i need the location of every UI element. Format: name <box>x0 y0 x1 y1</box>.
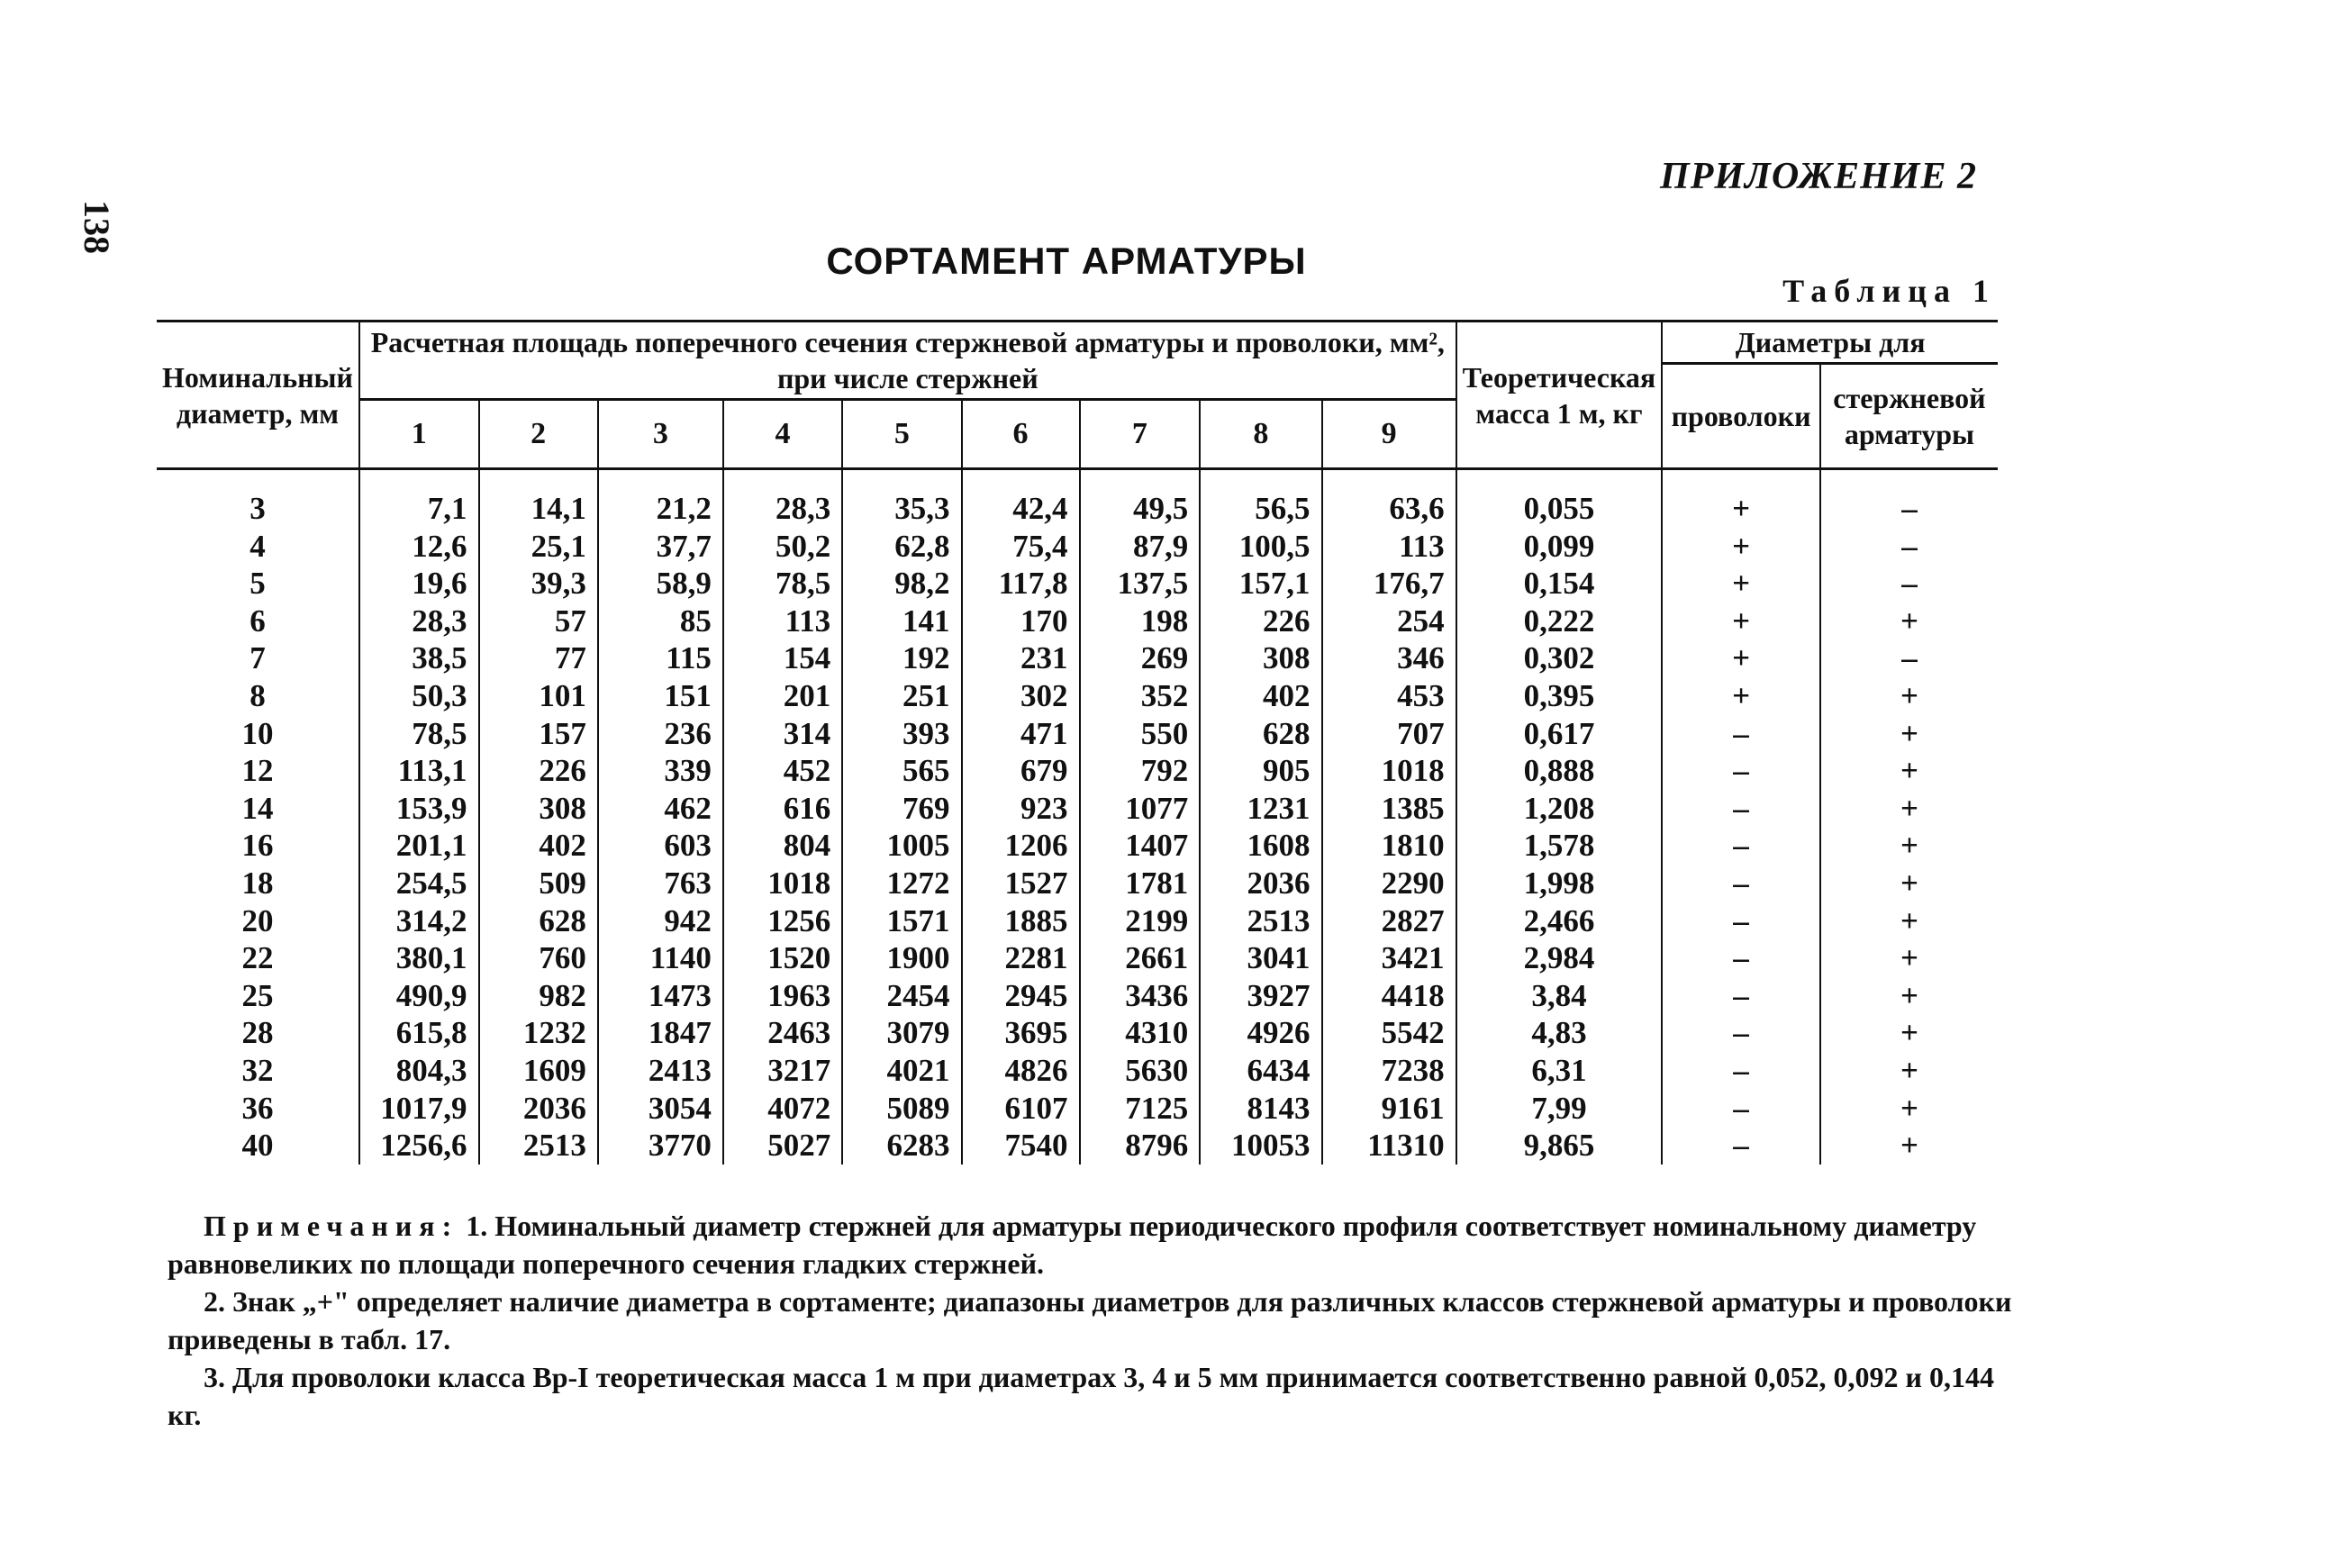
area-cell: 85 <box>598 603 723 640</box>
area-cell: 8796 <box>1080 1127 1201 1165</box>
area-cell: 3079 <box>842 1014 961 1052</box>
area-cell: 6434 <box>1200 1052 1321 1090</box>
area-cell: 35,3 <box>842 490 961 528</box>
area-cell: 198 <box>1080 603 1201 640</box>
area-cell: 2513 <box>1200 902 1321 940</box>
area-cell: 923 <box>962 790 1080 828</box>
wire-availability-cell: – <box>1662 715 1820 753</box>
wire-availability-cell: – <box>1662 827 1820 865</box>
area-cell: 39,3 <box>479 565 598 603</box>
bar-availability-cell: + <box>1820 1014 1998 1052</box>
diameter-cell: 3 <box>249 491 266 526</box>
area-cell: 113 <box>723 603 842 640</box>
area-cell: 308 <box>479 790 598 828</box>
area-cell: 3927 <box>1200 977 1321 1015</box>
area-cell: 78,5 <box>723 565 842 603</box>
diameter-cell: 16 <box>241 828 274 864</box>
area-cell: 56,5 <box>1200 490 1321 528</box>
wire-availability-cell: – <box>1662 790 1820 828</box>
area-cell: 4926 <box>1200 1014 1321 1052</box>
bar-availability-cell: + <box>1820 902 1998 940</box>
area-cell: 1140 <box>598 939 723 977</box>
diameter-cell: 40 <box>241 1128 274 1164</box>
header-count-3: 3 <box>598 400 723 469</box>
header-count-2: 2 <box>479 400 598 469</box>
header-count-4: 4 <box>723 400 842 469</box>
area-cell: 2290 <box>1322 865 1456 902</box>
area-cell: 1527 <box>962 865 1080 902</box>
mass-cell: 2,984 <box>1456 939 1663 977</box>
area-cell: 3421 <box>1322 939 1456 977</box>
area-cell: 615,8 <box>359 1014 479 1052</box>
area-cell: 14,1 <box>479 490 598 528</box>
area-cell: 2413 <box>598 1052 723 1090</box>
area-cell: 8143 <box>1200 1090 1321 1128</box>
area-cell: 1885 <box>962 902 1080 940</box>
area-cell: 254,5 <box>359 865 479 902</box>
mass-cell: 3,84 <box>1456 977 1663 1015</box>
area-cell: 2199 <box>1080 902 1201 940</box>
wire-availability-cell: + <box>1662 528 1820 566</box>
area-cell: 616 <box>723 790 842 828</box>
bar-availability-cell: – <box>1820 565 1998 603</box>
area-cell: 1385 <box>1322 790 1456 828</box>
bar-availability-cell: + <box>1820 1090 1998 1128</box>
area-cell: 7,1 <box>359 490 479 528</box>
area-cell: 6107 <box>962 1090 1080 1128</box>
area-cell: 471 <box>962 715 1080 753</box>
area-cell: 4418 <box>1322 977 1456 1015</box>
area-cell: 462 <box>598 790 723 828</box>
header-count-6: 6 <box>962 400 1080 469</box>
diameter-cell: 14 <box>241 790 274 826</box>
header-mass: Теоретическая масса 1 м, кг <box>1456 322 1663 469</box>
diameter-cell: 32 <box>241 1052 274 1088</box>
wire-availability-cell: + <box>1662 603 1820 640</box>
wire-availability-cell: – <box>1662 1014 1820 1052</box>
diameter-cell: 36 <box>241 1090 274 1126</box>
diameter-cell: 4 <box>249 528 266 564</box>
wire-availability-cell: – <box>1662 1090 1820 1128</box>
area-cell: 19,6 <box>359 565 479 603</box>
area-cell: 2036 <box>1200 865 1321 902</box>
table-row <box>157 752 1998 790</box>
appendix-heading: ПРИЛОЖЕНИЕ 2 <box>1660 156 1977 197</box>
area-cell: 50,2 <box>723 528 842 566</box>
diameter-cell: 28 <box>241 1015 274 1051</box>
area-cell: 603 <box>598 827 723 865</box>
mass-cell: 0,302 <box>1456 639 1663 677</box>
area-cell: 302 <box>962 677 1080 715</box>
area-cell: 339 <box>598 752 723 790</box>
area-cell: 269 <box>1080 639 1201 677</box>
area-cell: 21,2 <box>598 490 723 528</box>
wire-availability-cell: – <box>1662 902 1820 940</box>
diameter-cell: 20 <box>241 902 274 938</box>
area-cell: 157,1 <box>1200 565 1321 603</box>
area-cell: 254 <box>1322 603 1456 640</box>
mass-cell: 7,99 <box>1456 1090 1663 1128</box>
area-cell: 141 <box>842 603 961 640</box>
area-cell: 3770 <box>598 1127 723 1165</box>
mass-cell: 0,154 <box>1456 565 1663 603</box>
area-cell: 6283 <box>842 1127 961 1165</box>
page-title: СОРТАМЕНТ АРМАТУРЫ <box>826 240 1307 282</box>
area-cell: 2281 <box>962 939 1080 977</box>
area-cell: 1847 <box>598 1014 723 1052</box>
wire-availability-cell: – <box>1662 1052 1820 1090</box>
area-cell: 792 <box>1080 752 1201 790</box>
area-cell: 251 <box>842 677 961 715</box>
area-cell: 153,9 <box>359 790 479 828</box>
area-cell: 1256,6 <box>359 1127 479 1165</box>
area-cell: 5630 <box>1080 1052 1201 1090</box>
area-cell: 3054 <box>598 1090 723 1128</box>
area-cell: 5542 <box>1322 1014 1456 1052</box>
area-cell: 308 <box>1200 639 1321 677</box>
area-cell: 760 <box>479 939 598 977</box>
area-cell: 5089 <box>842 1090 961 1128</box>
wire-availability-cell: – <box>1662 977 1820 1015</box>
area-cell: 1272 <box>842 865 961 902</box>
area-cell: 1571 <box>842 902 961 940</box>
area-cell: 1256 <box>723 902 842 940</box>
bar-availability-cell: + <box>1820 1127 1998 1165</box>
bar-availability-cell: + <box>1820 603 1998 640</box>
area-cell: 352 <box>1080 677 1201 715</box>
mass-cell: 4,83 <box>1456 1014 1663 1052</box>
diameter-cell: 25 <box>241 977 274 1013</box>
header-wire: проволоки <box>1662 364 1820 469</box>
mass-cell: 1,998 <box>1456 865 1663 902</box>
area-cell: 3695 <box>962 1014 1080 1052</box>
area-cell: 905 <box>1200 752 1321 790</box>
header-bar: стержневой арматуры <box>1820 364 1998 469</box>
diameter-cell: 7 <box>249 640 266 676</box>
area-cell: 1017,9 <box>359 1090 479 1128</box>
area-cell: 1231 <box>1200 790 1321 828</box>
area-cell: 490,9 <box>359 977 479 1015</box>
diameter-cell: 22 <box>241 940 274 976</box>
area-cell: 49,5 <box>1080 490 1201 528</box>
header-area: Расчетная площадь поперечного сечения стержневой арматуры и проволоки, мм², при числе стержней <box>359 322 1456 400</box>
area-cell: 380,1 <box>359 939 479 977</box>
header-nominal-diameter: Номинальный диаметр, мм <box>157 322 359 469</box>
area-cell: 1407 <box>1080 827 1201 865</box>
note-2: 2. Знак „+" определяет наличие диаметра в сортаменте; диапазоны диаметров для различных классов стержневой арматуры и проволоки приведены в табл. 17. <box>168 1285 2012 1355</box>
area-cell: 192 <box>842 639 961 677</box>
mass-cell: 0,395 <box>1456 677 1663 715</box>
mass-cell: 0,617 <box>1456 715 1663 753</box>
area-cell: 402 <box>1200 677 1321 715</box>
area-cell: 1473 <box>598 977 723 1015</box>
header-count-5: 5 <box>842 400 961 469</box>
area-cell: 565 <box>842 752 961 790</box>
area-cell: 4310 <box>1080 1014 1201 1052</box>
notes <box>168 1207 2023 1434</box>
table-row <box>157 565 1998 603</box>
area-cell: 2945 <box>962 977 1080 1015</box>
area-cell: 628 <box>479 902 598 940</box>
wire-availability-cell: – <box>1662 1127 1820 1165</box>
wire-availability-cell: – <box>1662 752 1820 790</box>
area-cell: 236 <box>598 715 723 753</box>
bar-availability-cell: – <box>1820 639 1998 677</box>
area-cell: 25,1 <box>479 528 598 566</box>
area-cell: 1963 <box>723 977 842 1015</box>
area-cell: 7238 <box>1322 1052 1456 1090</box>
mass-cell: 1,208 <box>1456 790 1663 828</box>
area-cell: 201,1 <box>359 827 479 865</box>
area-cell: 78,5 <box>359 715 479 753</box>
table-row <box>157 528 1998 566</box>
bar-availability-cell: – <box>1820 528 1998 566</box>
table-row <box>157 1127 1998 1165</box>
reinforcement-table <box>157 320 1998 1165</box>
table-row <box>157 603 1998 640</box>
area-cell: 157 <box>479 715 598 753</box>
header-count-8: 8 <box>1200 400 1321 469</box>
area-cell: 402 <box>479 827 598 865</box>
area-cell: 314 <box>723 715 842 753</box>
area-cell: 57 <box>479 603 598 640</box>
table-row <box>157 790 1998 828</box>
area-cell: 117,8 <box>962 565 1080 603</box>
area-cell: 1609 <box>479 1052 598 1090</box>
table-row <box>157 939 1998 977</box>
area-cell: 3217 <box>723 1052 842 1090</box>
area-cell: 226 <box>1200 603 1321 640</box>
wire-availability-cell: + <box>1662 490 1820 528</box>
area-cell: 42,4 <box>962 490 1080 528</box>
area-cell: 452 <box>723 752 842 790</box>
area-cell: 7125 <box>1080 1090 1201 1128</box>
area-cell: 4826 <box>962 1052 1080 1090</box>
note-1: 1. Номинальный диаметр стержней для арматуры периодического профиля соответствует номинальному диаметру равновеликих по площади поперечного сечения гладких стержней. <box>168 1210 1977 1280</box>
area-cell: 804,3 <box>359 1052 479 1090</box>
area-cell: 393 <box>842 715 961 753</box>
area-cell: 100,5 <box>1200 528 1321 566</box>
area-cell: 137,5 <box>1080 565 1201 603</box>
area-cell: 1900 <box>842 939 961 977</box>
area-cell: 170 <box>962 603 1080 640</box>
wire-availability-cell: + <box>1662 565 1820 603</box>
header-count-9: 9 <box>1322 400 1456 469</box>
table-row <box>157 715 1998 753</box>
bar-availability-cell: + <box>1820 752 1998 790</box>
area-cell: 101 <box>479 677 598 715</box>
area-cell: 2036 <box>479 1090 598 1128</box>
area-cell: 4021 <box>842 1052 961 1090</box>
wire-availability-cell: + <box>1662 677 1820 715</box>
area-cell: 1520 <box>723 939 842 977</box>
area-cell: 98,2 <box>842 565 961 603</box>
area-cell: 87,9 <box>1080 528 1201 566</box>
area-cell: 154 <box>723 639 842 677</box>
area-cell: 1810 <box>1322 827 1456 865</box>
mass-cell: 0,099 <box>1456 528 1663 566</box>
header-diameters-for: Диаметры для <box>1662 322 1998 364</box>
area-cell: 226 <box>479 752 598 790</box>
area-cell: 12,6 <box>359 528 479 566</box>
area-cell: 62,8 <box>842 528 961 566</box>
area-cell: 942 <box>598 902 723 940</box>
area-cell: 113 <box>1322 528 1456 566</box>
area-cell: 2463 <box>723 1014 842 1052</box>
table-label: Таблица 1 <box>1782 273 1996 309</box>
area-cell: 453 <box>1322 677 1456 715</box>
area-cell: 37,7 <box>598 528 723 566</box>
area-cell: 1077 <box>1080 790 1201 828</box>
notes-label: Примечания: <box>204 1210 459 1242</box>
area-cell: 7540 <box>962 1127 1080 1165</box>
bar-availability-cell: + <box>1820 715 1998 753</box>
bar-availability-cell: + <box>1820 790 1998 828</box>
mass-cell: 9,865 <box>1456 1127 1663 1165</box>
mass-cell: 1,578 <box>1456 827 1663 865</box>
area-cell: 9161 <box>1322 1090 1456 1128</box>
area-cell: 28,3 <box>359 603 479 640</box>
area-cell: 28,3 <box>723 490 842 528</box>
area-cell: 50,3 <box>359 677 479 715</box>
area-cell: 3436 <box>1080 977 1201 1015</box>
area-cell: 1232 <box>479 1014 598 1052</box>
area-cell: 509 <box>479 865 598 902</box>
table-row <box>157 1090 1998 1128</box>
area-cell: 346 <box>1322 639 1456 677</box>
diameter-cell: 18 <box>241 865 274 901</box>
table-row <box>157 977 1998 1015</box>
mass-cell: 6,31 <box>1456 1052 1663 1090</box>
area-cell: 1018 <box>723 865 842 902</box>
area-cell: 151 <box>598 677 723 715</box>
bar-availability-cell: – <box>1820 490 1998 528</box>
area-cell: 1005 <box>842 827 961 865</box>
area-cell: 63,6 <box>1322 490 1456 528</box>
area-cell: 2827 <box>1322 902 1456 940</box>
area-cell: 38,5 <box>359 639 479 677</box>
bar-availability-cell: + <box>1820 865 1998 902</box>
area-cell: 707 <box>1322 715 1456 753</box>
bar-availability-cell: + <box>1820 1052 1998 1090</box>
area-cell: 769 <box>842 790 961 828</box>
diameter-cell: 8 <box>249 677 266 713</box>
area-cell: 113,1 <box>359 752 479 790</box>
area-cell: 4072 <box>723 1090 842 1128</box>
bar-availability-cell: + <box>1820 977 1998 1015</box>
area-cell: 982 <box>479 977 598 1015</box>
mass-cell: 0,888 <box>1456 752 1663 790</box>
table-row <box>157 1052 1998 1090</box>
note-3: 3. Для проволоки класса Вр-I теоретическая масса 1 м при диаметрах 3, 4 и 5 мм принимается соответственно равной 0,052, 0,092 и 0,144 кг. <box>168 1361 1994 1431</box>
area-cell: 77 <box>479 639 598 677</box>
table-row <box>157 677 1998 715</box>
area-cell: 2454 <box>842 977 961 1015</box>
area-cell: 628 <box>1200 715 1321 753</box>
area-cell: 1206 <box>962 827 1080 865</box>
bar-availability-cell: + <box>1820 677 1998 715</box>
area-cell: 176,7 <box>1322 565 1456 603</box>
bar-availability-cell: + <box>1820 827 1998 865</box>
table-row <box>157 1014 1998 1052</box>
bar-availability-cell: + <box>1820 939 1998 977</box>
area-cell: 1608 <box>1200 827 1321 865</box>
area-cell: 314,2 <box>359 902 479 940</box>
area-cell: 550 <box>1080 715 1201 753</box>
header-count-7: 7 <box>1080 400 1201 469</box>
diameter-cell: 12 <box>241 753 274 789</box>
area-cell: 1018 <box>1322 752 1456 790</box>
table-row <box>157 865 1998 902</box>
wire-availability-cell: + <box>1662 639 1820 677</box>
area-cell: 11310 <box>1322 1127 1456 1165</box>
area-cell: 10053 <box>1200 1127 1321 1165</box>
page-number: 138 <box>77 200 117 254</box>
mass-cell: 0,222 <box>1456 603 1663 640</box>
area-cell: 2661 <box>1080 939 1201 977</box>
wire-availability-cell: – <box>1662 865 1820 902</box>
area-cell: 115 <box>598 639 723 677</box>
area-cell: 804 <box>723 827 842 865</box>
table-row <box>157 902 1998 940</box>
area-cell: 679 <box>962 752 1080 790</box>
area-cell: 201 <box>723 677 842 715</box>
wire-availability-cell: – <box>1662 939 1820 977</box>
area-cell: 2513 <box>479 1127 598 1165</box>
area-cell: 231 <box>962 639 1080 677</box>
diameter-cell: 5 <box>249 566 266 602</box>
table-row <box>157 490 1998 528</box>
area-cell: 1781 <box>1080 865 1201 902</box>
area-cell: 3041 <box>1200 939 1321 977</box>
diameter-cell: 10 <box>241 715 274 751</box>
table-row <box>157 827 1998 865</box>
mass-cell: 0,055 <box>1456 490 1663 528</box>
area-cell: 75,4 <box>962 528 1080 566</box>
area-cell: 5027 <box>723 1127 842 1165</box>
diameter-cell: 6 <box>249 603 266 639</box>
table-row <box>157 639 1998 677</box>
area-cell: 763 <box>598 865 723 902</box>
area-cell: 58,9 <box>598 565 723 603</box>
mass-cell: 2,466 <box>1456 902 1663 940</box>
header-count-1: 1 <box>359 400 479 469</box>
